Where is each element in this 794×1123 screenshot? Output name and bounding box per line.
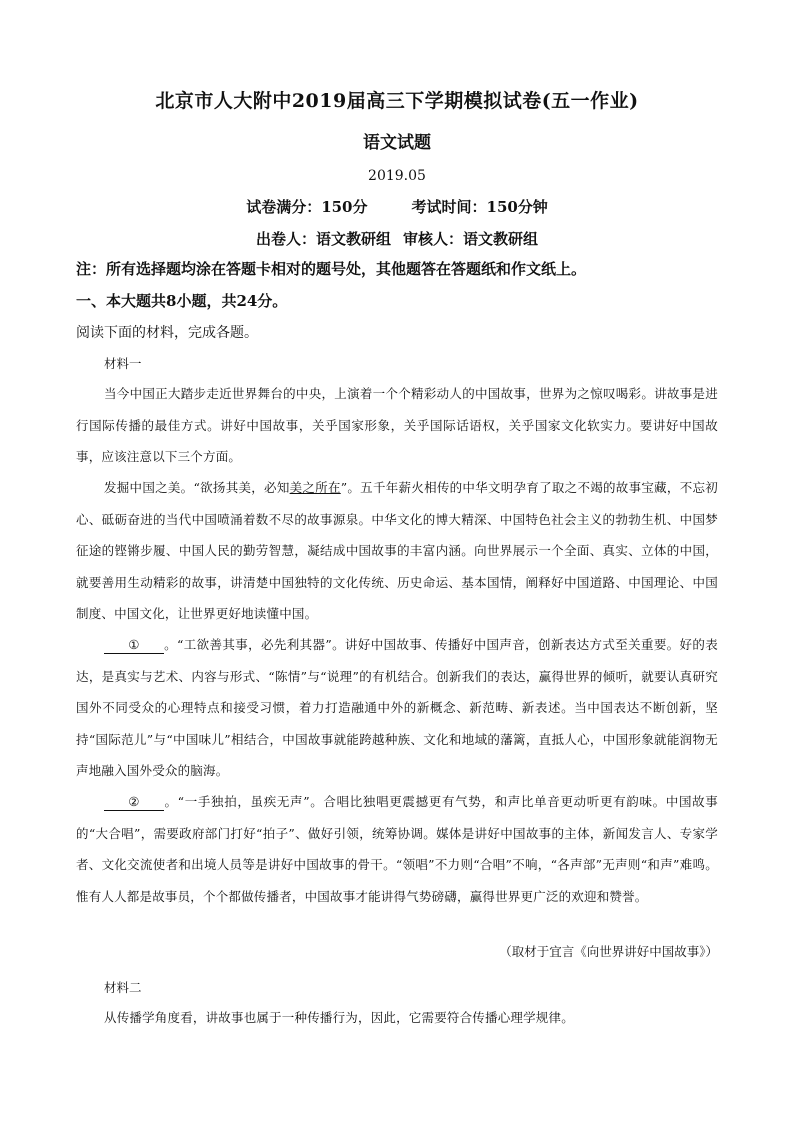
full-score: 试卷满分：150分 — [246, 198, 368, 216]
underlined-phrase: 美之所在 — [289, 480, 341, 495]
exam-subtitle: 语文试题 — [363, 133, 431, 153]
exam-meta-score-time — [0, 196, 794, 217]
material-one-label: 材料一 — [104, 356, 142, 371]
material-one-source: （取材于宜言《向世界讲好中国故事》） — [499, 944, 718, 959]
blank-two: ② — [104, 794, 164, 811]
material-one-paragraph-1: 当今中国正大踏步走近世界舞台的中央，上演着一个个精彩动人的中国故事，世界为之惊叹喝彩。讲故事是进行国际传播的最佳方式。讲好中国故事，关乎国家形象，关乎国际话语权，关乎国家文化软实力。要讲好中国故事，应该注意以下三个方面。 — [76, 386, 718, 464]
exam-date: 2019.05 — [368, 168, 426, 184]
setter: 出卷人：语文教研组 — [255, 230, 391, 248]
exam-title: 北京市人大附中2019届高三下学期模拟试卷(五一作业) — [155, 90, 639, 112]
exam-note: 注：所有选择题均涂在答题卡相对的题号处，其他题答在答题纸和作文纸上。 — [76, 260, 587, 278]
material-two-paragraph-1: 从传播学角度看，讲故事也属于一种传播行为，因此，它需要符合传播心理学规律。 — [104, 1010, 574, 1025]
exam-meta-staff — [0, 228, 794, 249]
paragraph-2-text-b: ”。五千年薪火相传的中华文明孕育了取之不竭的故事宝藏，不忘初心、砥砺奋进的当代中国喷涌着数不尽的故事源泉。中华文化的博大精深、中国特色社会主义的勃勃生机、中国梦征途的铿锵步履、中国人民的勤劳智慧，凝结成中国故事的丰富内涵。向世界展示一个全面、真实、立体的中国，就要善用生动精彩的故事，讲清楚中国独特的文化传统、历史命运、基本国情，阐释好中国道路、中国理论、中国制度、中国文化，让世界更好地读懂中国。 — [76, 480, 718, 621]
paragraph-4-text: 。“一手独拍，虽疾无声”。合唱比独唱更震撼更有气势，和声比单音更动听更有韵味。中国故事的“大合唱”，需要政府部门打好“拍子”、做好引领，统筹协调。媒体是讲好中国故事的主体，新闻发言人、专家学者、文化交流使者和出境人员等是讲好中国故事的骨干。“领唱”不力则“合唱”不响，“各声部”无声则“和声”难鸣。惟有人人都是故事员，个个都做传播者，中国故事才能讲得气势磅礴，赢得世界更广泛的欢迎和赞誉。 — [76, 794, 718, 904]
paragraph-3-text: 。“工欲善其事，必先利其器”。讲好中国故事、传播好中国声音，创新表达方式至关重要。好的表达，是真实与艺术、内容与形式、“陈情”与“说理”的有机结合。创新我们的表达，赢得世界的倾听，就要认真研究国外不同受众的心理特点和接受习惯，着力打造融通中外的新概念、新范畴、新表述。当中国表达不断创新，坚持“国际范儿”与“中国味儿”相结合，中国故事就能跨越种族、文化和地域的藩篱，直抵人心，中国形象就能润物无声地融入国外受众的脑海。 — [76, 637, 718, 778]
section-heading: 一、本大题共8小题，共24分。 — [76, 292, 288, 310]
material-two-label: 材料二 — [104, 980, 142, 995]
reviewer: 审核人：语文教研组 — [403, 230, 539, 248]
paragraph-2-text-a: 发掘中国之美。“欲扬其美，必知 — [104, 480, 290, 495]
material-one-paragraph-3 — [76, 629, 718, 787]
material-one-paragraph-4 — [76, 786, 718, 912]
exam-time: 考试时间：150分钟 — [411, 198, 548, 216]
material-one-paragraph-2 — [76, 472, 718, 630]
reading-instruction: 阅读下面的材料，完成各题。 — [76, 324, 258, 340]
blank-one: ① — [104, 637, 164, 654]
